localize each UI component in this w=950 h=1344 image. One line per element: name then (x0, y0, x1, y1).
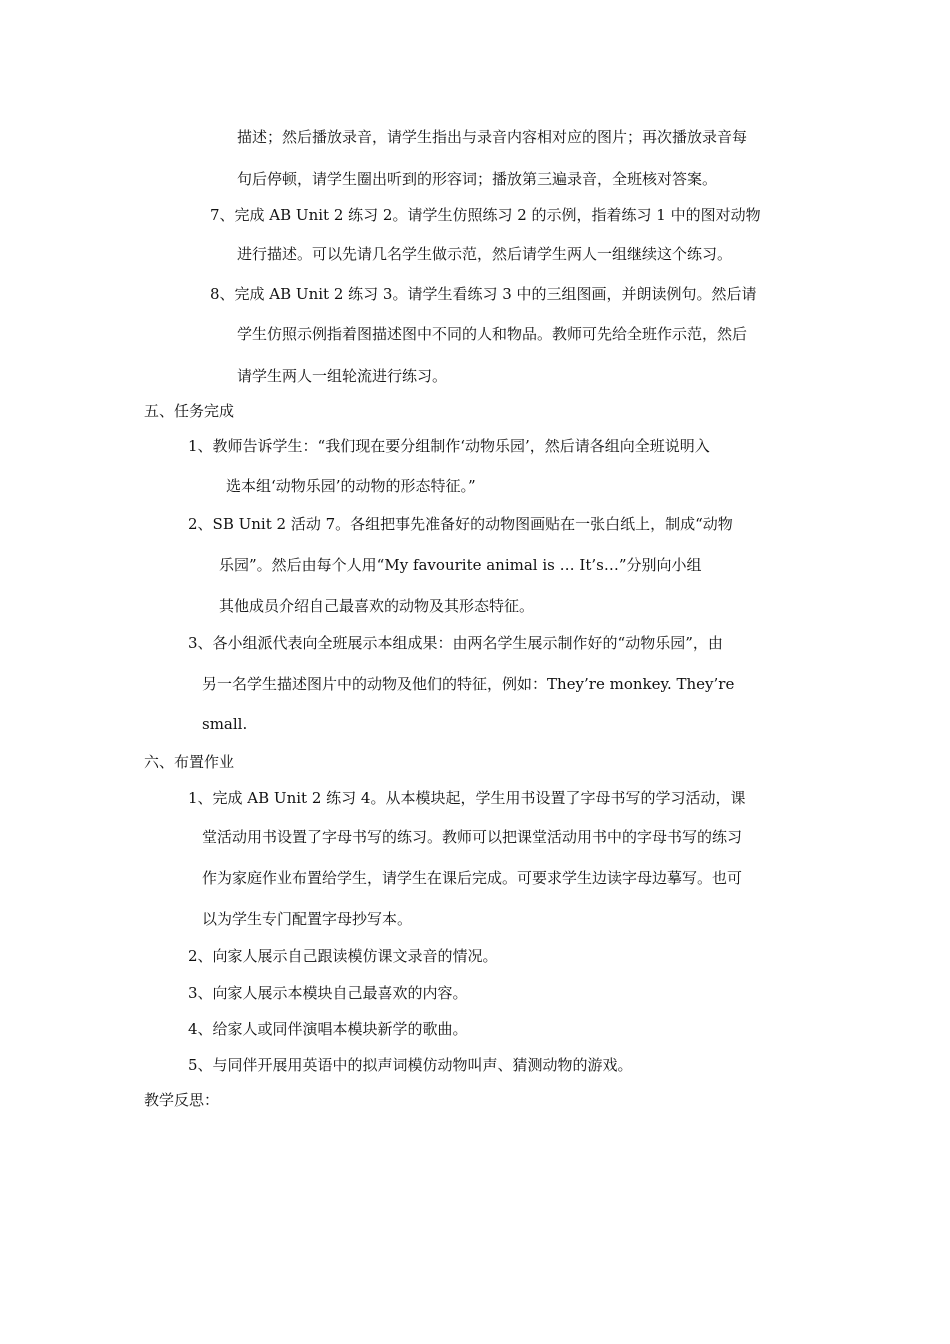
text-line: 3、向家人展示本模块自己最喜欢的内容。 (188, 984, 468, 1002)
text-line: 句后停顿，请学生圈出听到的形容词；播放第三遍录音，全班核对答案。 (237, 170, 718, 188)
section-heading: 教学反思： (144, 1091, 220, 1109)
text-line: 2、SB Unit 2 活动 7。各组把事先准备好的动物图画贴在一张白纸上，制成“动物 (188, 515, 733, 533)
text-line: 8、完成 AB Unit 2 练习 3。请学生看练习 3 中的三组图画，并朗读例句。然后请 (210, 285, 757, 303)
text-line: 选本组‘动物乐园’的动物的形态特征。” (226, 477, 476, 495)
text-line: 4、给家人或同伴演唱本模块新学的歌曲。 (188, 1020, 468, 1038)
text-line: 堂活动用书设置了字母书写的练习。教师可以把课堂活动用书中的字母书写的练习 (202, 828, 743, 846)
text-line: 7、完成 AB Unit 2 练习 2。请学生仿照练习 2 的示例，指着练习 1 中的图对动物 (210, 206, 761, 224)
text-line: small. (202, 715, 248, 733)
text-line: 进行描述。可以先请几名学生做示范，然后请学生两人一组继续这个练习。 (237, 245, 733, 263)
text-line: 另一名学生描述图片中的动物及他们的特征，例如：They’re monkey. They’re (202, 675, 735, 693)
text-line: 5、与同伴开展用英语中的拟声词模仿动物叫声、猜测动物的游戏。 (188, 1056, 633, 1074)
text-line: 作为家庭作业布置给学生，请学生在课后完成。可要求学生边读字母边摹写。也可 (202, 869, 743, 887)
text-line: 1、完成 AB Unit 2 练习 4。从本模块起，学生用书设置了字母书写的学习活动，课 (188, 789, 746, 807)
text-line: 请学生两人一组轮流进行练习。 (237, 367, 448, 385)
section-heading: 五、任务完成 (144, 402, 235, 420)
section-heading: 六、布置作业 (144, 753, 235, 771)
text-line: 学生仿照示例指着图描述图中不同的人和物品。教师可先给全班作示范，然后 (237, 325, 748, 343)
text-line: 其他成员介绍自己最喜欢的动物及其形态特征。 (219, 597, 535, 615)
text-line: 1、教师告诉学生：“我们现在要分组制作‘动物乐园’，然后请各组向全班说明入 (188, 437, 710, 455)
text-line: 2、向家人展示自己跟读模仿课文录音的情况。 (188, 947, 498, 965)
text-line: 描述；然后播放录音，请学生指出与录音内容相对应的图片；再次播放录音每 (237, 128, 748, 146)
text-line: 以为学生专门配置字母抄写本。 (202, 910, 413, 928)
text-line: 乐园”。然后由每个人用“My favourite animal is … It’s…”分别向小组 (219, 556, 702, 574)
text-line: 3、各小组派代表向全班展示本组成果：由两名学生展示制作好的“动物乐园”，由 (188, 634, 723, 652)
